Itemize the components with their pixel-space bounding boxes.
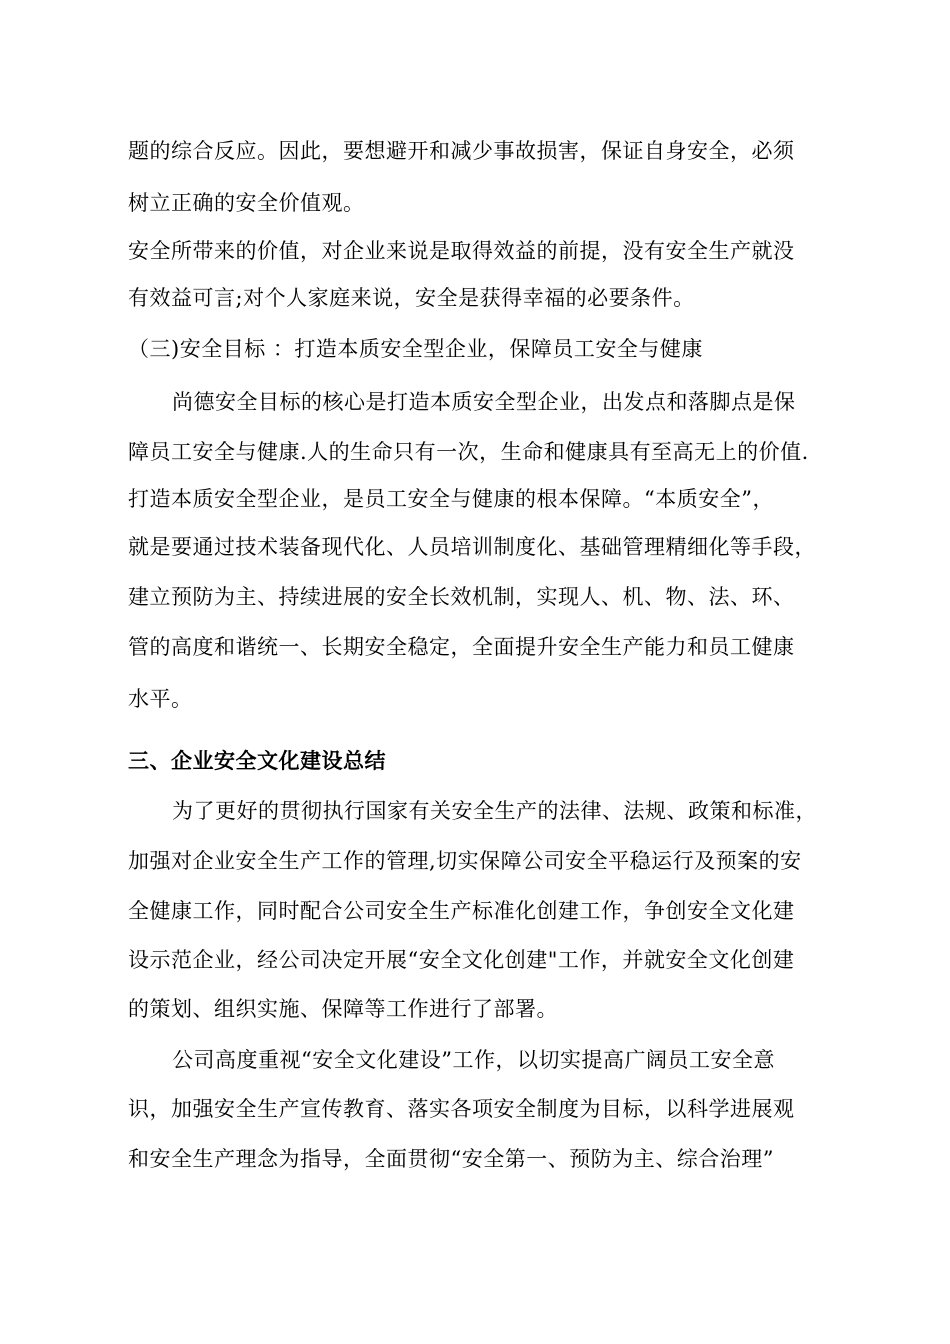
text-line: 识，加强安全生产宣传教育、落实各项安全制度为目标，以科学进展观 xyxy=(128,1097,795,1121)
text-line: 和安全生产理念为指导，全面贯彻“安全第一、预防为主、综合治理” xyxy=(128,1147,774,1171)
text-line: 树立正确的安全价值观。 xyxy=(128,191,365,215)
text-line: 全健康工作，同时配合公司安全生产标准化创建工作，争创安全文化建 xyxy=(128,899,795,923)
text-line: 安全所带来的价值，对企业来说是取得效益的前提，没有安全生产就没 xyxy=(128,239,795,263)
section-subheading: （三)安全目标 ：打造本质安全型企业，保障员工安全与健康 xyxy=(128,337,703,361)
text-line: 题的综合反应。因此，要想避开和减少事故损害，保证自身安全，必须 xyxy=(128,139,795,163)
section-heading: 三、企业安全文化建设总结 xyxy=(128,748,386,773)
text-line: 设示范企业，经公司决定开展“安全文化创建"工作，并就安全文化创建 xyxy=(128,948,795,972)
paragraph-first-line: 尚德安全目标的核心是打造本质安全型企业，出发点和落脚点是保 xyxy=(172,390,796,414)
text-line: 管的高度和谐统一、长期安全稳定，全面提升安全生产能力和员工健康 xyxy=(128,635,795,659)
text-line: 的策划、组织实施、保障等工作进行了部署。 xyxy=(128,997,558,1021)
paragraph-first-line: 公司高度重视“安全文化建设”工作，以切实提高广阔员工安全意 xyxy=(172,1048,775,1072)
paragraph-first-line: 为了更好的贯彻执行国家有关安全生产的法律、法规、政策和标准， xyxy=(172,799,817,823)
text-line: 障员工安全与健康.人的生命只有一次，生命和健康具有至高无上的价值. xyxy=(128,440,809,464)
text-line: 加强对企业安全生产工作的管理,切实保障公司安全平稳运行及预案的安 xyxy=(128,849,802,873)
text-line: 打造本质安全型企业，是员工安全与健康的根本保障。“本质安全”， xyxy=(128,487,774,511)
text-line: 建立预防为主、持续进展的安全长效机制，实现人、机、物、法、环、 xyxy=(128,585,795,609)
text-line: 水平。 xyxy=(128,687,193,711)
text-line: 有效益可言;对个人家庭来说，安全是获得幸福的必要条件。 xyxy=(128,286,695,310)
text-line: 就是要通过技术装备现代化、人员培训制度化、基础管理精细化等手段， xyxy=(128,535,816,559)
